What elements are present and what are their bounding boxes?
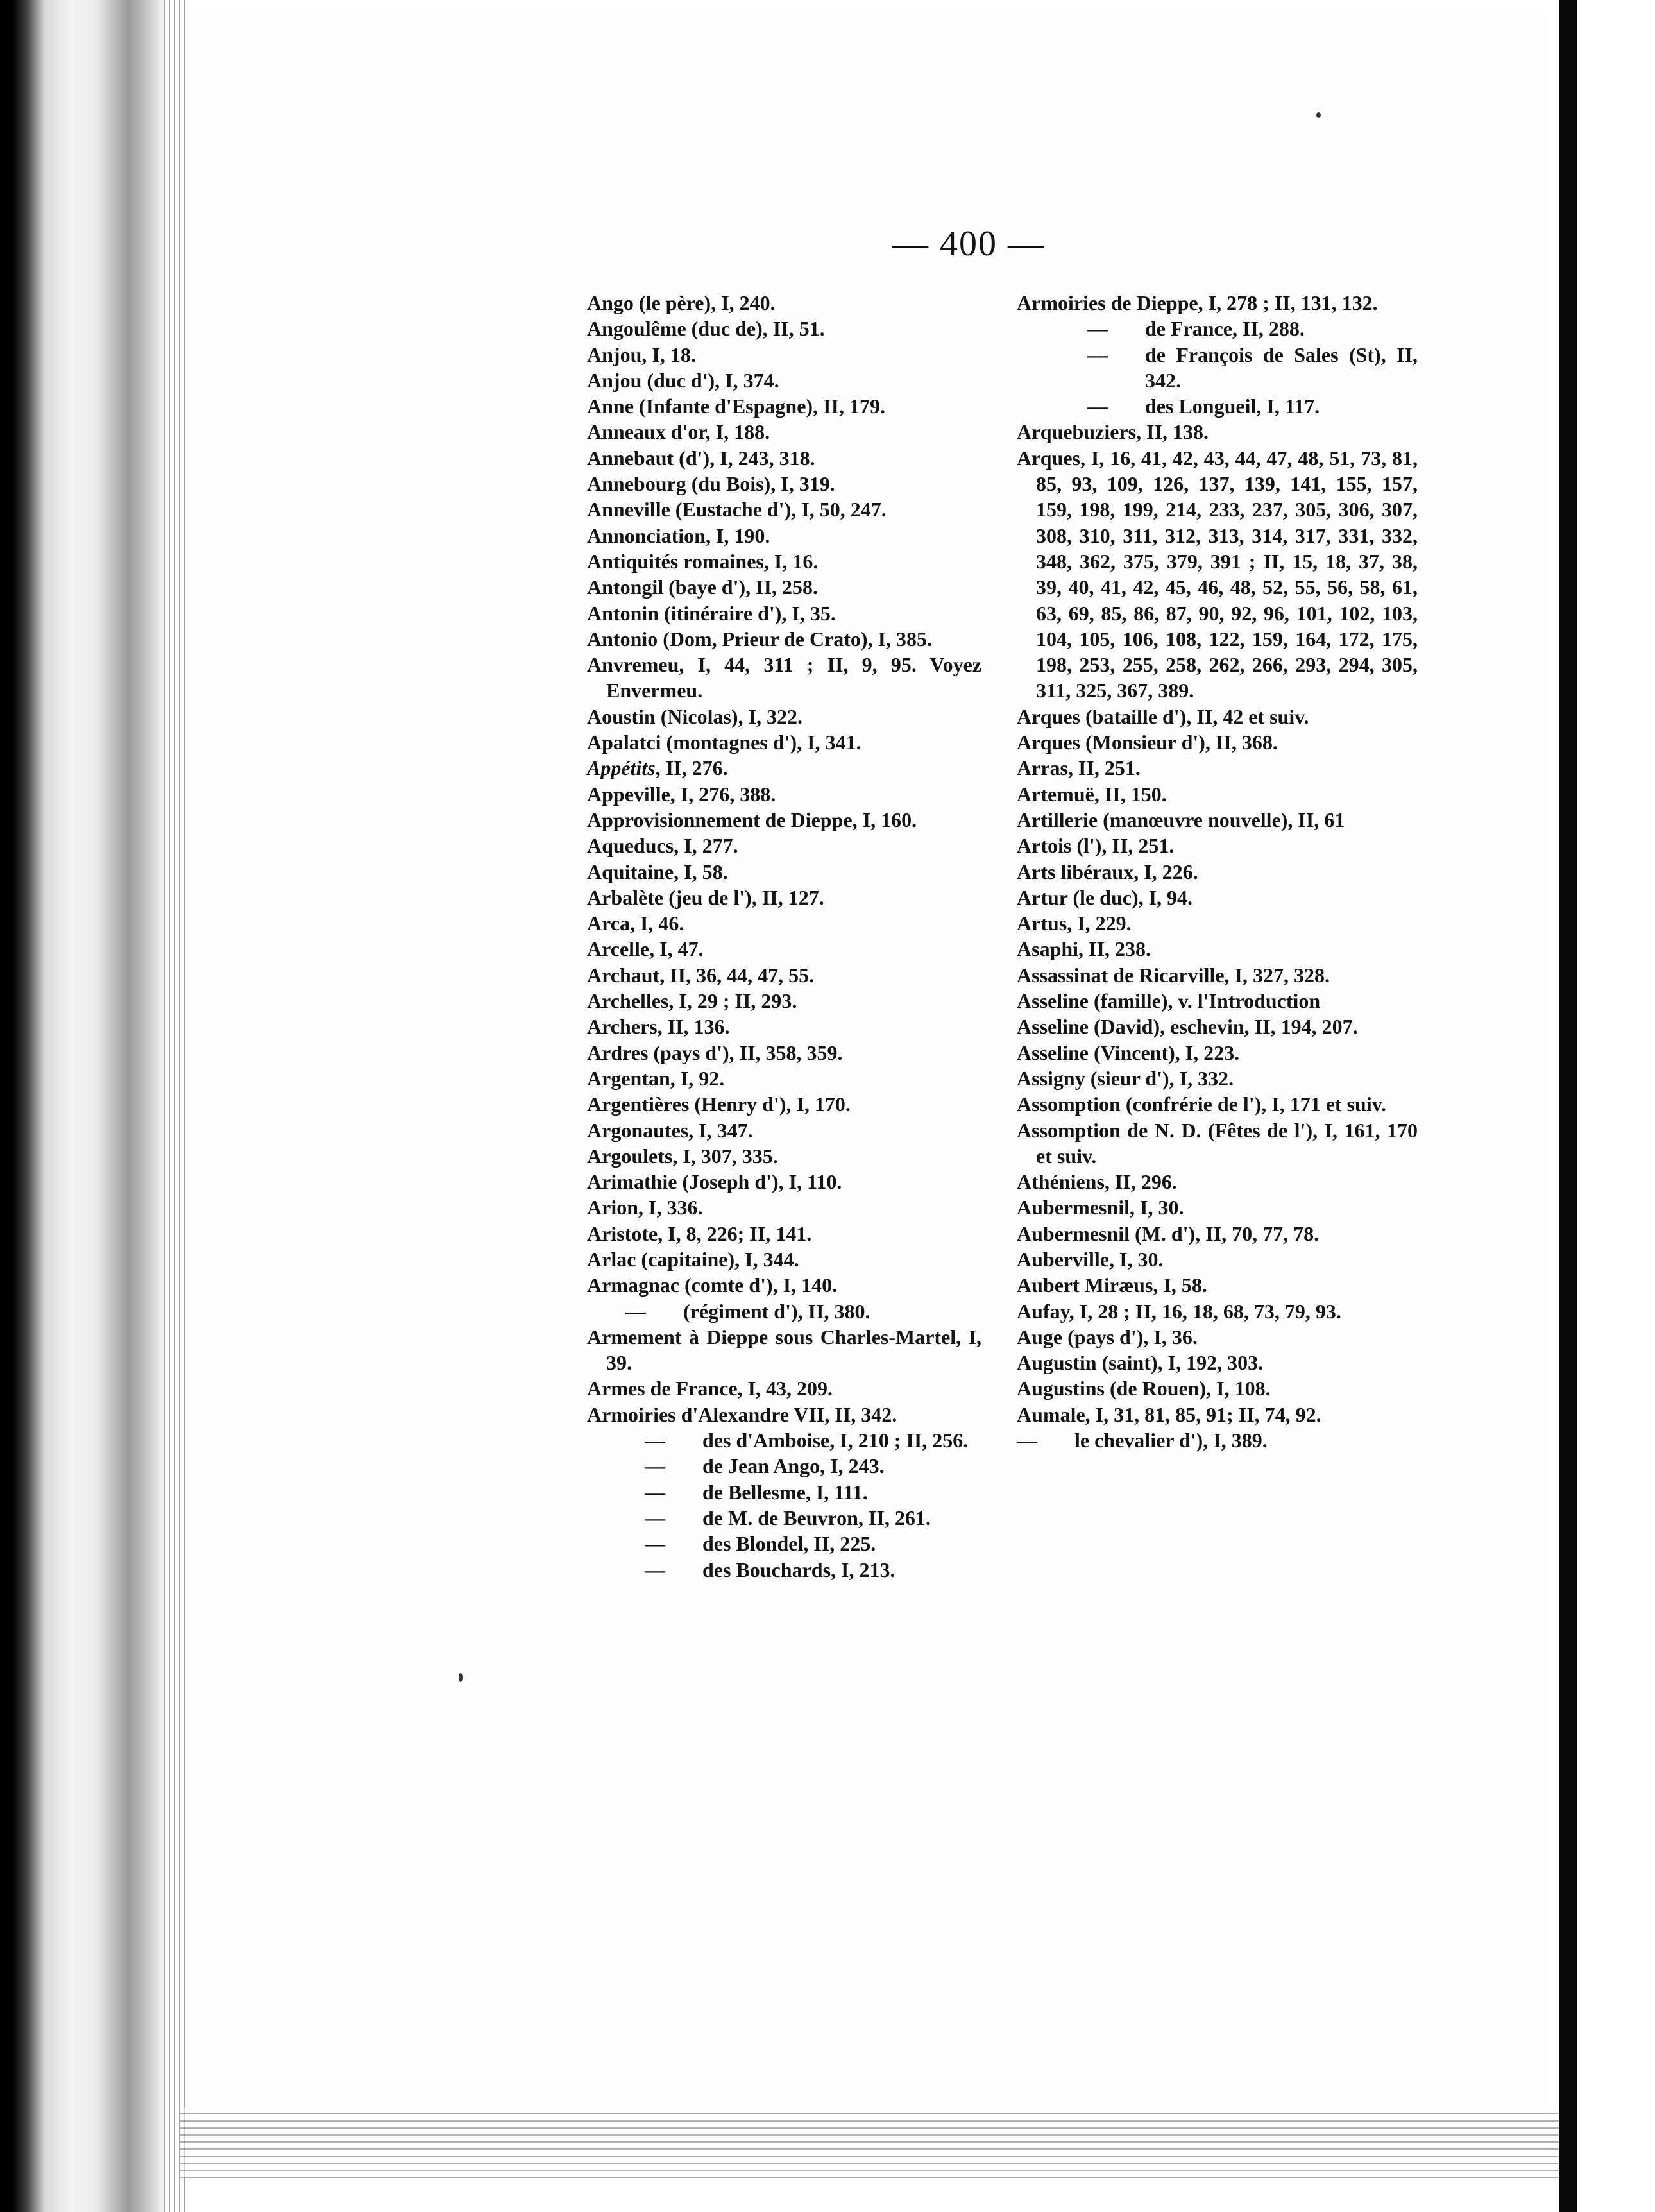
ditto-dash: —	[1087, 343, 1108, 366]
ditto-dash: —	[645, 1558, 665, 1581]
index-entry	[1017, 1427, 1418, 1453]
index-entry: Auberville, I, 30.	[1017, 1247, 1164, 1271]
index-entry: Arbalète (jeu de l'), II, 127.	[587, 885, 824, 909]
ink-speck	[459, 1673, 463, 1682]
index-entry: Aristote, I, 8, 226; II, 141.	[587, 1221, 812, 1245]
index-entry: Argoulets, I, 307, 335.	[587, 1144, 778, 1168]
index-entry: Annebaut (d'), I, 243, 318.	[587, 446, 815, 470]
index-entry: Anjou (duc d'), I, 374.	[587, 368, 779, 392]
ditto-dash: —	[645, 1480, 665, 1504]
index-entry: Athéniens, II, 296.	[1017, 1170, 1177, 1194]
page-number: — 400 —	[892, 224, 1045, 264]
index-entry: Augustins (de Rouen), I, 108.	[1017, 1377, 1271, 1400]
book-spine-shadow	[0, 0, 164, 2212]
index-entry: Antonio (Dom, Prieur de Crato), I, 385.	[587, 627, 933, 651]
index-entry: Antongil (baye d'), II, 258.	[587, 575, 819, 599]
index-entry: Asaphi, II, 238.	[1017, 937, 1151, 961]
ditto-dash: —	[1087, 395, 1108, 418]
index-entry: Anneaux d'or, I, 188.	[587, 420, 770, 444]
page-edges-left	[164, 0, 189, 2212]
index-entry: Ango (le père), I, 240.	[587, 291, 776, 314]
entry-text: le chevalier d'), I, 389.	[1074, 1429, 1268, 1452]
right-margin	[1577, 0, 1655, 2212]
index-entry: Arquebuziers, II, 138.	[1017, 420, 1209, 444]
index-entry: Anvremeu, I, 44, 311 ; II, 9, 95. Voyez Envermeu.	[587, 653, 981, 702]
index-entry: Artemuë, II, 150.	[1017, 782, 1167, 806]
italic-word: Appétits	[587, 756, 656, 780]
index-entry: Asseline (Vincent), I, 223.	[1017, 1041, 1240, 1064]
index-entry	[1017, 342, 1418, 394]
index-entry: Argentières (Henry d'), I, 170.	[587, 1093, 851, 1116]
index-entry: Asseline (David), eschevin, II, 194, 207.	[1017, 1015, 1358, 1039]
entry-text: des Bouchards, I, 213.	[702, 1558, 895, 1581]
index-entry: Arcelle, I, 47.	[587, 937, 704, 961]
index-entry: Anneville (Eustache d'), I, 50, 247.	[587, 498, 887, 522]
index-entry: Arimathie (Joseph d'), I, 110.	[587, 1170, 842, 1194]
index-entry: Arques (Monsieur d'), II, 368.	[1017, 731, 1278, 754]
index-entry: Aubert Miræus, I, 58.	[1017, 1273, 1207, 1297]
index-entry	[587, 1557, 981, 1583]
index-entry: Assassinat de Ricarville, I, 327, 328.	[1017, 963, 1330, 987]
index-entry: Argentan, I, 92.	[587, 1066, 725, 1090]
ditto-dash: —	[645, 1532, 665, 1556]
index-entry: Aubermesnil (M. d'), II, 70, 77, 78.	[1017, 1221, 1320, 1245]
index-entry	[587, 1505, 981, 1531]
right-scan-border	[1559, 0, 1577, 2212]
entry-text: (régiment d'), II, 380.	[683, 1299, 870, 1323]
index-entry: Anjou, I, 18.	[587, 343, 696, 366]
ditto-dash: —	[645, 1506, 665, 1529]
ditto-dash: —	[625, 1299, 646, 1323]
index-entry: Arques, I, 16, 41, 42, 43, 44, 47, 48, 51, 73, 81, 85, 93, 109, 126, 137, 139, 141, 155, 157, 159, 198, 199, 214, 233, 237, 305, 306, 307, 308, 310, 311, 312, 313, 314, 317, 331, 332, 348, 362, 375, 379, 391 ; II, 15, 18, 37, 38, 39, 40, 41, 42, 45, 46, 48, 52, 55, 56, 58, 61, 63, 69, 85, 86, 87, 90, 92, 96, 101, 102, 103, 104, 105, 106, 108, 122, 159, 164, 172, 175, 198, 253, 255, 258, 262, 266, 293, 294, 305, 311, 325, 367, 389.	[1017, 446, 1418, 702]
index-entry: Arlac (capitaine), I, 344.	[587, 1247, 799, 1271]
index-entry: Armoiries de Dieppe, I, 278 ; II, 131, 132.	[1017, 291, 1378, 314]
index-entry	[587, 1479, 981, 1505]
index-entry: Appeville, I, 276, 388.	[587, 782, 776, 806]
index-entry: Artois (l'), II, 251.	[1017, 834, 1175, 858]
ditto-dash: —	[1017, 1429, 1037, 1452]
index-entry: Aufay, I, 28 ; II, 16, 18, 68, 73, 79, 93.	[1017, 1299, 1341, 1323]
index-entry: Approvisionnement de Dieppe, I, 160.	[587, 808, 917, 831]
index-entry: Armement à Dieppe sous Charles-Martel, I, 39.	[587, 1325, 981, 1375]
index-entry: Anne (Infante d'Espagne), II, 179.	[587, 395, 885, 418]
entry-text: de M. de Beuvron, II, 261.	[702, 1506, 931, 1529]
index-entry	[587, 1453, 981, 1479]
index-entry: Antonin (itinéraire d'), I, 35.	[587, 601, 836, 625]
index-entry: Antiquités romaines, I, 16.	[587, 549, 819, 573]
ditto-dash: —	[1087, 317, 1108, 341]
entry-text: des Blondel, II, 225.	[702, 1532, 876, 1556]
index-entry: Arques (bataille d'), II, 42 et suiv.	[1017, 704, 1309, 728]
index-entry: Arras, II, 251.	[1017, 756, 1141, 780]
index-entry: Armes de France, I, 43, 209.	[587, 1377, 833, 1400]
index-entry	[587, 1427, 981, 1453]
index-entry: Assomption de N. D. (Fêtes de l'), I, 161, 170 et suiv.	[1017, 1118, 1418, 1168]
index-entry	[1017, 316, 1418, 341]
ditto-dash: —	[645, 1454, 665, 1478]
index-entry: Aqueducs, I, 277.	[587, 834, 738, 858]
index-entry: Artillerie (manœuvre nouvelle), II, 61	[1017, 808, 1345, 831]
index-entry: Annonciation, I, 190.	[587, 523, 770, 547]
index-entry: Ardres (pays d'), II, 358, 359.	[587, 1041, 843, 1064]
index-column-right	[1017, 290, 1418, 1453]
entry-text: des d'Amboise, I, 210 ; II, 256.	[702, 1429, 969, 1452]
ink-speck	[1316, 112, 1321, 118]
page-edges-bottom	[180, 2107, 1559, 2178]
index-entry: Aquitaine, I, 58.	[587, 860, 728, 883]
entry-text: de France, II, 288.	[1145, 317, 1305, 341]
index-entry: Augustin (saint), I, 192, 303.	[1017, 1351, 1264, 1375]
entry-text: de Jean Ango, I, 243.	[702, 1454, 885, 1478]
index-entry: Artur (le duc), I, 94.	[1017, 885, 1193, 909]
entry-text: de Bellesme, I, 111.	[702, 1480, 868, 1504]
entry-text: de François de Sales (St), II, 342.	[1145, 343, 1418, 392]
index-entry: Apalatci (montagnes d'), I, 341.	[587, 731, 861, 754]
index-entry: Arca, I, 46.	[587, 912, 684, 935]
index-entry: Aoustin (Nicolas), I, 322.	[587, 704, 803, 728]
index-entry: Arion, I, 336.	[587, 1196, 703, 1220]
index-entry: Archaut, II, 36, 44, 47, 55.	[587, 963, 815, 987]
index-entry	[587, 1531, 981, 1556]
index-entry: Armoiries d'Alexandre VII, II, 342.	[587, 1402, 897, 1426]
index-entry: Aumale, I, 31, 81, 85, 91; II, 74, 92.	[1017, 1402, 1321, 1426]
entry-text: des Longueil, I, 117.	[1145, 395, 1320, 418]
index-column-left	[587, 290, 981, 1583]
index-entry: Aubermesnil, I, 30.	[1017, 1196, 1184, 1220]
index-entry: Artus, I, 229.	[1017, 912, 1132, 935]
index-entry: Archelles, I, 29 ; II, 293.	[587, 989, 797, 1013]
index-entry: Annebourg (du Bois), I, 319.	[587, 472, 835, 496]
index-entry: Auge (pays d'), I, 36.	[1017, 1325, 1198, 1348]
index-entry: Asseline (famille), v. l'Introduction	[1017, 989, 1321, 1013]
ditto-dash: —	[645, 1429, 665, 1452]
index-entry: Arts libéraux, I, 226.	[1017, 860, 1198, 883]
index-entry: Appétits, II, 276.	[587, 756, 728, 780]
index-entry	[587, 1298, 981, 1324]
index-entry: Assigny (sieur d'), I, 332.	[1017, 1066, 1234, 1090]
index-entry: Assomption (confrérie de l'), I, 171 et suiv.	[1017, 1093, 1386, 1116]
index-entry: Archers, II, 136.	[587, 1015, 730, 1039]
index-entry: Argonautes, I, 347.	[587, 1118, 753, 1142]
index-entry: Angoulême (duc de), II, 51.	[587, 317, 825, 341]
index-entry: Armagnac (comte d'), I, 140.	[587, 1273, 838, 1297]
index-entry	[1017, 393, 1418, 419]
